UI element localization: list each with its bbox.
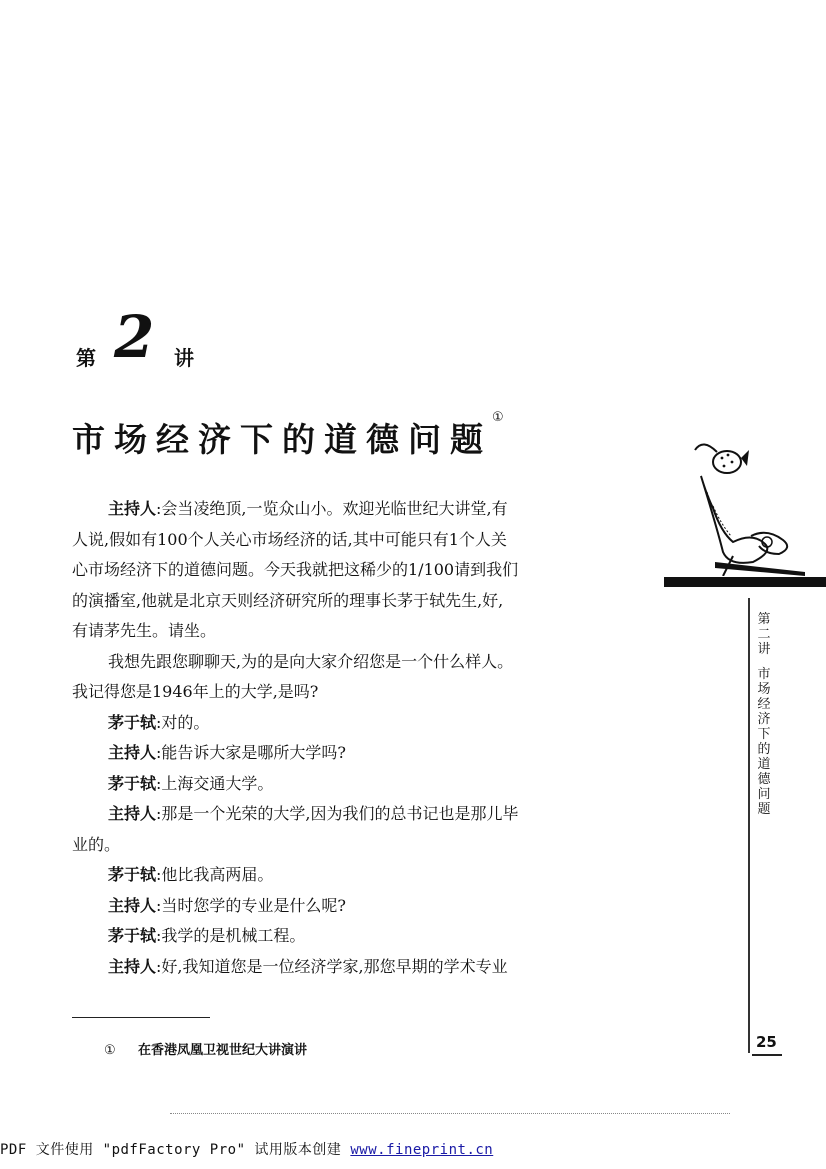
decorative-bird-illustration-icon bbox=[693, 436, 805, 576]
speaker-separator: : bbox=[156, 865, 162, 884]
sidebar-char: 经 bbox=[757, 697, 771, 712]
line-text: 我想先跟您聊聊天,为的是向大家介绍您是一个什么样人。 bbox=[108, 651, 514, 671]
sidebar-char: 德 bbox=[757, 772, 771, 787]
title-text: 市场经济下的道德问题 bbox=[72, 420, 492, 459]
sidebar-char: 二 bbox=[757, 627, 771, 642]
chapter-number: 2 bbox=[114, 303, 155, 371]
line-text: 好,我知道您是一位经济学家,那您早期的学术专业 bbox=[161, 956, 508, 976]
sidebar-char: 第 bbox=[757, 612, 771, 627]
speaker-name: 茅于轼 bbox=[108, 865, 157, 884]
sidebar-divider bbox=[748, 598, 750, 1053]
footnote-mark: ① bbox=[104, 1043, 116, 1058]
footnote-divider bbox=[72, 1017, 210, 1018]
title-note-mark: ① bbox=[492, 410, 504, 425]
speaker-name: 茅于轼 bbox=[108, 712, 157, 732]
speaker-separator: : bbox=[156, 956, 162, 976]
speaker-separator: : bbox=[156, 712, 162, 732]
paragraph-line bbox=[72, 952, 634, 983]
pdf-watermark-banner bbox=[0, 1139, 493, 1159]
sidebar-char: 市 bbox=[757, 667, 771, 682]
sidebar-running-title bbox=[755, 612, 773, 817]
paragraph-line bbox=[72, 647, 634, 678]
chapter-heading bbox=[76, 303, 236, 376]
line-text: 心市场经济下的道德问题。今天我就把这稀少的1/100请到我们 bbox=[72, 560, 519, 579]
pdf-banner-text: PDF 文件使用 "pdfFactory Pro" 试用版本创建 bbox=[0, 1142, 351, 1158]
speaker-separator: : bbox=[156, 773, 162, 793]
paragraph-line bbox=[72, 708, 634, 739]
paragraph-line bbox=[72, 616, 634, 647]
scan-artifact-line bbox=[170, 1113, 730, 1116]
paragraph-line bbox=[72, 830, 634, 861]
paragraph-line bbox=[72, 738, 634, 769]
sidebar-char: 的 bbox=[757, 742, 771, 757]
sidebar-char: 讲 bbox=[757, 642, 771, 657]
chapter-prefix: 第 bbox=[76, 346, 97, 370]
speaker-separator: : bbox=[156, 499, 162, 518]
speaker-name: 主持人 bbox=[108, 743, 157, 762]
sidebar-char: 问 bbox=[757, 787, 771, 802]
speaker-separator: : bbox=[156, 926, 162, 945]
line-text: 能告诉大家是哪所大学吗? bbox=[161, 743, 346, 762]
speaker-name: 主持人 bbox=[108, 895, 157, 915]
sidebar-gap bbox=[755, 657, 773, 667]
line-text: 我记得您是1946年上的大学,是吗? bbox=[72, 682, 319, 701]
line-text: 他比我高两届。 bbox=[161, 865, 274, 884]
speaker-name: 主持人 bbox=[108, 499, 157, 518]
page-number: 25 bbox=[756, 1033, 777, 1051]
sidebar-char: 下 bbox=[757, 727, 771, 742]
speaker-name: 主持人 bbox=[108, 956, 157, 976]
sidebar-char: 场 bbox=[757, 682, 771, 697]
paragraph-line bbox=[72, 555, 634, 586]
speaker-name: 主持人 bbox=[108, 804, 157, 823]
body-text bbox=[72, 494, 634, 982]
line-text: 我学的是机械工程。 bbox=[161, 926, 306, 945]
paragraph-line bbox=[72, 494, 634, 525]
page-number-rule bbox=[752, 1054, 782, 1056]
line-text: 上海交通大学。 bbox=[161, 773, 274, 793]
paragraph-line bbox=[72, 921, 634, 952]
page-title bbox=[72, 410, 504, 461]
line-text: 的演播室,他就是北京天则经济研究所的理事长茅于轼先生,好, bbox=[72, 590, 504, 610]
sidebar-black-bar bbox=[664, 577, 826, 587]
footnote bbox=[104, 1039, 307, 1058]
pdf-banner-link[interactable]: www.fineprint.cn bbox=[350, 1142, 494, 1158]
line-text: 对的。 bbox=[161, 712, 210, 732]
paragraph-line bbox=[72, 677, 634, 708]
sidebar-char: 济 bbox=[757, 712, 771, 727]
paragraph-line bbox=[72, 891, 634, 922]
paragraph-line bbox=[72, 860, 634, 891]
paragraph-line bbox=[72, 525, 634, 556]
speaker-name: 茅于轼 bbox=[108, 773, 157, 793]
paragraph-line bbox=[72, 586, 634, 617]
footnote-text: 在香港凤凰卫视世纪大讲演讲 bbox=[138, 1043, 308, 1058]
speaker-separator: : bbox=[156, 743, 162, 762]
speaker-name: 茅于轼 bbox=[108, 926, 157, 945]
line-text: 当时您学的专业是什么呢? bbox=[161, 895, 346, 915]
speaker-separator: : bbox=[156, 895, 162, 915]
paragraph-line bbox=[72, 799, 634, 830]
sidebar-char: 道 bbox=[757, 757, 771, 772]
sidebar-char: 题 bbox=[757, 802, 771, 817]
line-text: 人说,假如有100个人关心市场经济的话,其中可能只有1个人关 bbox=[72, 529, 507, 549]
line-text: 有请茅先生。请坐。 bbox=[72, 621, 217, 640]
line-text: 会当凌绝顶,一览众山小。欢迎光临世纪大讲堂,有 bbox=[161, 499, 508, 518]
speaker-separator: : bbox=[156, 804, 162, 823]
line-text: 那是一个光荣的大学,因为我们的总书记也是那儿毕 bbox=[161, 804, 519, 823]
line-text: 业的。 bbox=[72, 834, 121, 854]
chapter-suffix: 讲 bbox=[174, 346, 195, 370]
paragraph-line bbox=[72, 769, 634, 800]
